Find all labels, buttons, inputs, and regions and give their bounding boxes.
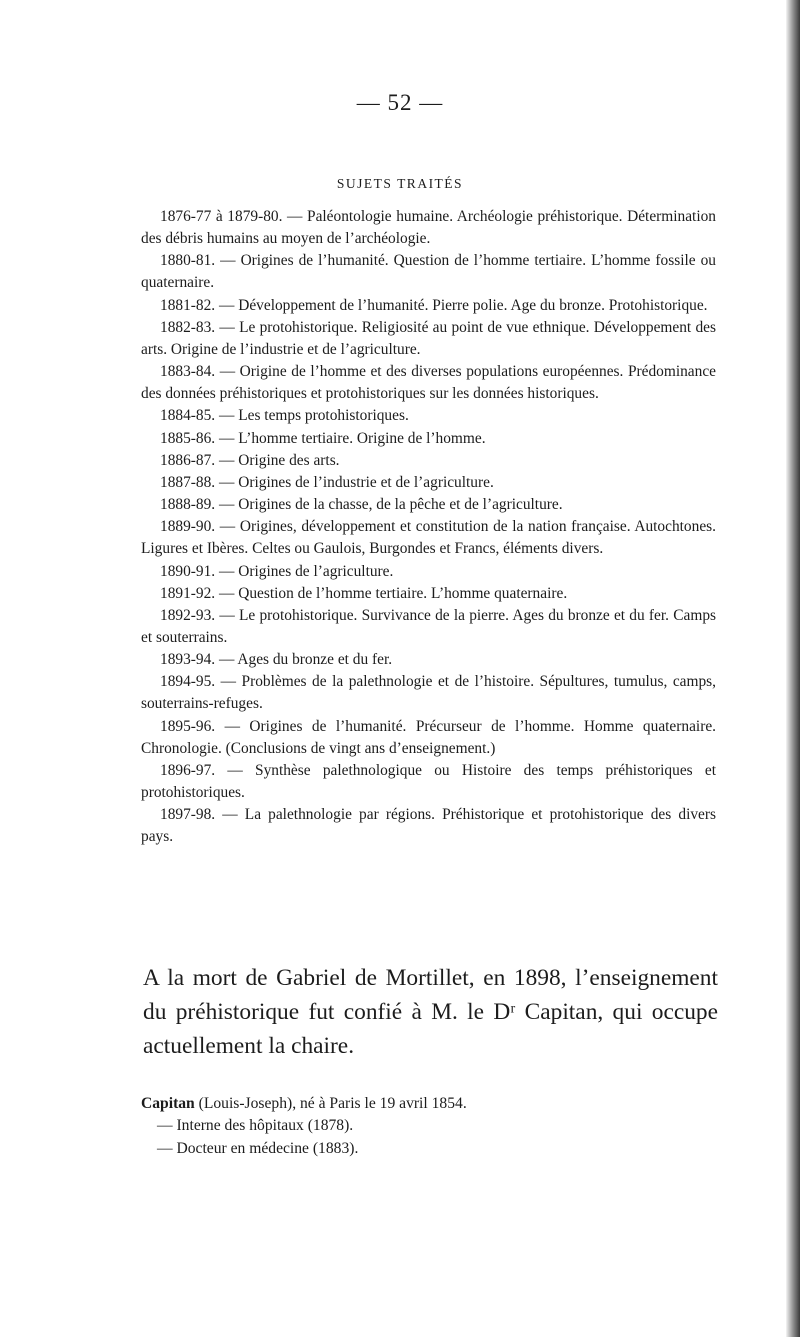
course-entry-1895: 1895-96. — Origines de l’humanité. Précurseur de l’homme. Homme quaternaire. Chronologie. (Conclusions de vingt ans d’enseignement.)	[141, 717, 716, 757]
course-entry-1883: 1883-84. — Origine de l’homme et des diverses populations européennes. Prédominance des données préhistoriques et protohistoriques sur les données historiques.	[141, 363, 716, 403]
course-entry-1897: 1897-98. — La palethnologie par régions. Préhistorique et protohistorique des divers pays.	[141, 806, 716, 846]
course-entry-1889: 1889-90. — Origines, développement et constitution de la nation française. Autochtones. Ligures et Ibères. Celtes ou Gaulois, Burgondes et Francs, éléments divers.	[141, 518, 716, 558]
capitan-biography	[141, 1093, 716, 1160]
page-edge-shadow	[786, 0, 800, 1337]
course-entry-1886: 1886-87. — Origine des arts.	[160, 451, 340, 469]
biography-heading	[141, 1093, 716, 1115]
course-entry-1880: 1880-81. — Origines de l’humanité. Question de l’homme tertiaire. L’homme fossile ou quaternaire.	[141, 252, 716, 292]
course-topics-list	[141, 206, 716, 849]
course-entry-1892: 1892-93. — Le protohistorique. Survivance de la pierre. Ages du bronze et du fer. Camps et souterrains.	[141, 606, 716, 646]
course-entry-1882: 1882-83. — Le protohistorique. Religiosité au point de vue ethnique. Développement des arts. Origine de l’industrie et de l’agriculture.	[141, 318, 716, 358]
course-entry-1884: 1884-85. — Les temps protohistoriques.	[160, 407, 409, 425]
biography-item-docteur: — Docteur en médecine (1883).	[157, 1139, 359, 1157]
course-entry-1885: 1885-86. — L’homme tertiaire. Origine de l’homme.	[160, 429, 486, 447]
course-entry-1888: 1888-89. — Origines de la chasse, de la pêche et de l’agriculture.	[160, 496, 563, 514]
biography-item-interne: — Interne des hôpitaux (1878).	[157, 1117, 354, 1135]
course-entry-1893: 1893-94. — Ages du bronze et du fer.	[160, 651, 393, 669]
course-entry-1891: 1891-92. — Question de l’homme tertiaire. L’homme quaternaire.	[160, 584, 568, 602]
course-entry-1876: 1876-77 à 1879-80. — Paléontologie humaine. Archéologie préhistorique. Détermination des débris humains au moyen de l’archéologie.	[141, 208, 716, 248]
course-entry-1890: 1890-91. — Origines de l’agriculture.	[160, 562, 394, 580]
biography-details: (Louis-Joseph), né à Paris le 19 avril 1854.	[198, 1095, 467, 1112]
section-heading: SUJETS TRAITÉS	[336, 176, 464, 191]
page-number: — 52 —	[356, 90, 444, 115]
course-entry-1887: 1887-88. — Origines de l’industrie et de l’agriculture.	[160, 473, 494, 491]
course-entry-1896: 1896-97. — Synthèse palethnologique ou Histoire des temps préhistoriques et protohistoriques.	[141, 761, 716, 802]
course-entry-1894: 1894-95. — Problèmes de la palethnologie et de l’histoire. Sépultures, tumulus, camps, souterrains-refuges.	[141, 673, 716, 713]
course-entry-1881: 1881-82. — Développement de l’humanité. Pierre polie. Age du bronze. Protohistorique.	[160, 296, 708, 314]
biography-name: Capitan	[141, 1095, 195, 1112]
succession-announcement: A la mort de Gabriel de Mortillet, en 1898, l’enseignement du préhistorique fut confié à M. le Dʳ Capitan, qui occupe actuellement la chaire.	[143, 965, 718, 1059]
